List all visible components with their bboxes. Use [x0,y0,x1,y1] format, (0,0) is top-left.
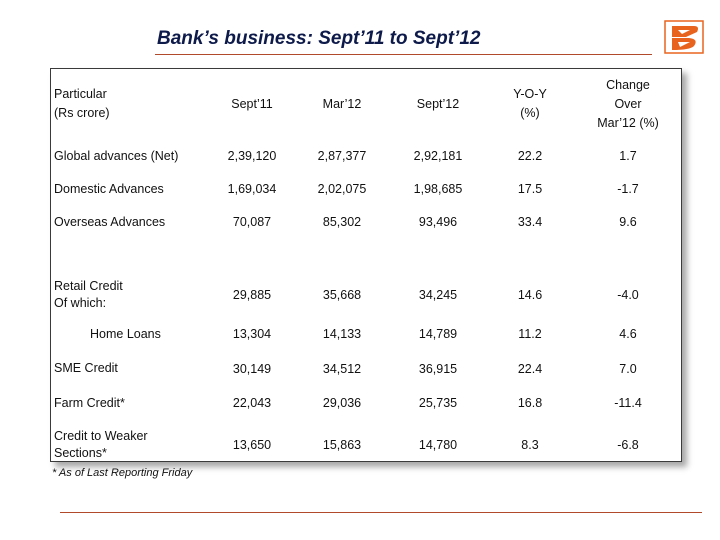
row-label-line2: Sections* [54,446,107,460]
row-label: Domestic Advances [54,181,164,196]
header-particular-line1: Particular [54,87,107,101]
cell-sept11: 2,39,120 [227,149,277,163]
business-table [50,68,682,471]
header-change-line2: Over [614,96,642,111]
bank-of-baroda-logo-icon [664,20,704,54]
cell-change: 9.6 [619,215,637,229]
cell-mar12: 35,668 [322,288,362,302]
cell-sept12: 34,245 [418,288,458,302]
cell-sept11: 70,087 [232,215,272,229]
table-row [50,206,682,238]
cell-change: -6.8 [617,438,639,452]
row-label: Global advances (Net) [54,148,179,163]
header-particular [50,68,210,140]
table-header-row [50,68,682,140]
cell-yoy: 14.6 [517,288,543,302]
slide-title: Bank’s business: Sept’11 to Sept’12 [157,28,481,49]
header-change-line1: Change [606,77,650,92]
cell-mar12: 29,036 [322,396,362,410]
header-sept12: Sept’12 [416,96,460,111]
cell-sept12: 2,92,181 [413,149,463,163]
cell-change: 1.7 [619,149,637,163]
row-label: Home Loans [90,326,161,341]
header-particular-line2: (Rs crore) [54,106,110,120]
cell-yoy: 33.4 [517,215,543,229]
cell-mar12: 2,02,075 [317,182,367,196]
row-label-line1: Credit to Weaker [54,429,148,443]
cell-yoy: 8.3 [521,438,539,452]
table-row [50,350,682,387]
cell-change: -11.4 [614,396,642,410]
header-change-line3: Mar’12 (%) [597,115,659,130]
table-row [50,272,682,318]
cell-sept11: 13,650 [232,438,272,452]
cell-yoy: 11.2 [518,327,542,341]
header-yoy-line1: Y-O-Y [513,87,547,101]
header-sept11: Sept’11 [231,96,273,111]
row-label [50,272,210,318]
table-row [50,140,682,172]
cell-yoy: 22.4 [517,361,543,376]
cell-change: 7.0 [619,361,637,376]
cell-sept12: 25,735 [418,396,458,410]
cell-mar12: 85,302 [322,215,362,229]
cell-sept11: 29,885 [232,288,272,302]
cell-sept12: 36,915 [418,361,458,376]
cell-yoy: 22.2 [517,149,543,163]
header-mar12: Mar’12 [322,96,362,111]
row-label-line1: Retail Credit [54,279,123,293]
cell-sept11: 13,304 [232,327,272,341]
cell-change: -1.7 [617,182,639,196]
row-label-line2: Of which: [54,296,107,310]
row-label: Overseas Advances [54,214,166,229]
cell-change: -4.0 [617,288,639,302]
table-row [50,172,682,206]
table-row [50,318,682,350]
cell-yoy: 16.8 [517,396,543,410]
cell-sept12: 1,98,685 [413,182,463,196]
cell-sept11: 1,69,034 [227,182,277,196]
cell-change: 4.6 [619,327,637,341]
cell-yoy: 17.5 [517,182,543,196]
header-yoy [486,68,574,140]
bottom-divider [60,512,702,513]
header-change [574,68,682,140]
table-row [50,419,682,471]
cell-mar12: 14,133 [322,327,362,341]
header-yoy-line2: (%) [520,106,540,120]
cell-sept12: 14,780 [418,438,458,452]
cell-sept11: 22,043 [232,396,272,410]
cell-mar12: 15,863 [322,438,362,452]
row-label [50,419,210,471]
cell-sept12: 93,496 [418,215,458,229]
row-label: SME Credit [54,361,118,375]
cell-mar12: 2,87,377 [317,149,367,163]
title-divider [155,54,652,55]
spacer-row [50,238,682,272]
cell-mar12: 34,512 [322,361,362,376]
table-row [50,387,682,419]
cell-sept11: 30,149 [232,361,272,376]
row-label: Farm Credit* [54,395,125,410]
footnote: * As of Last Reporting Friday [52,467,193,479]
cell-sept12: 14,789 [418,327,458,341]
